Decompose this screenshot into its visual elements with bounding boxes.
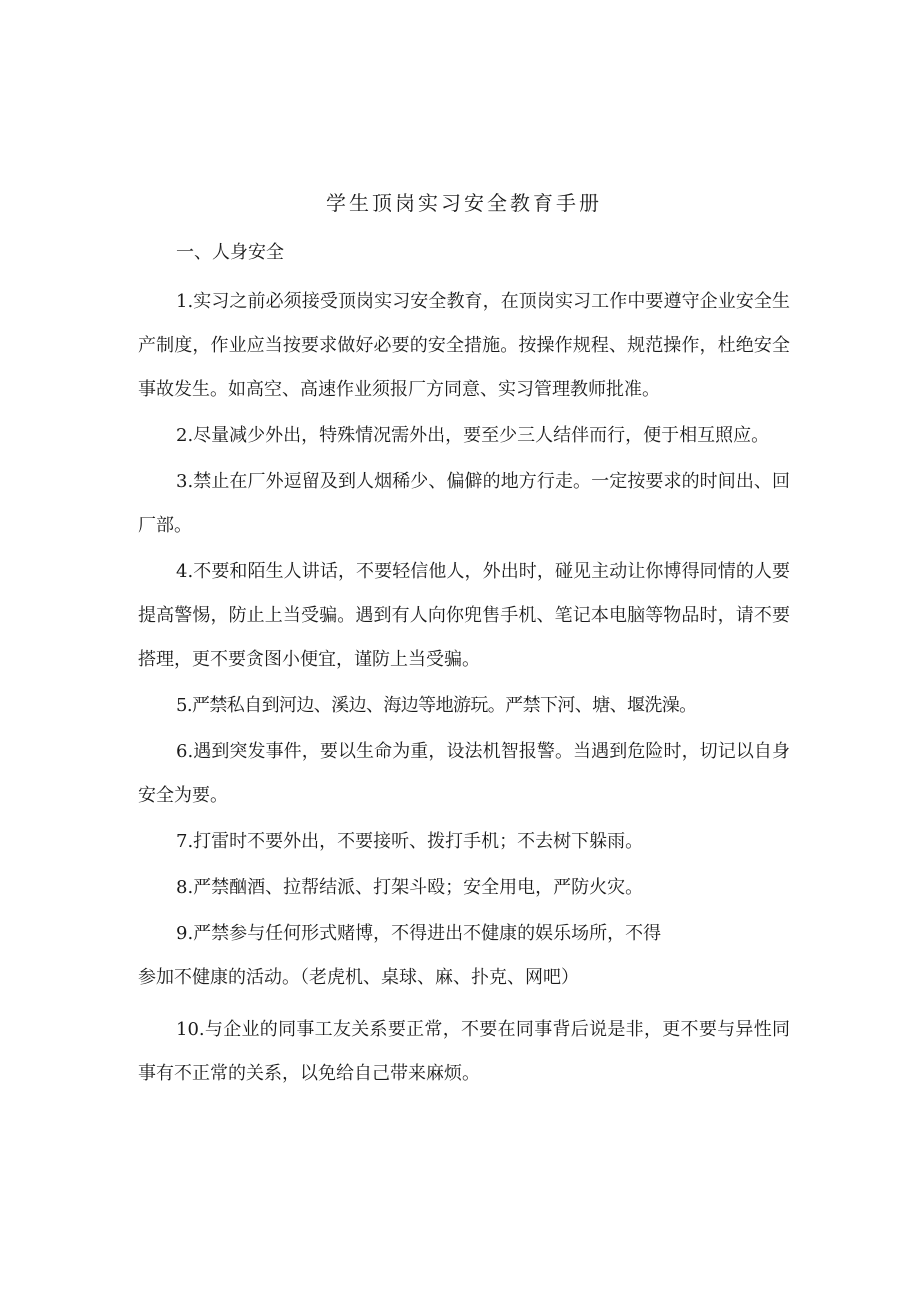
section-heading: 一、人身安全 [176,242,284,263]
paragraph-8: 8.严禁酗酒、拉帮结派、打架斗殴；安全用电，严防火灾。 [176,877,644,898]
paragraph-4: 4.不要和陌生人讲话，不要轻信他人，外出时，碰见主动让你博得同情的人要提高警惕，防止上当受骗。遇到有人向你兜售手机、笔记本电脑等物品时，请不要搭理，更不要贪图小便宜，谨防上当受骗。 [138,561,790,670]
paragraph-7: 7.打雷时不要外出，不要接听、拨打手机；不去树下躲雨。 [176,831,644,852]
paragraph-2: 2.尽量减少外出，特殊情况需外出，要至少三人结伴而行，便于相互照应。 [176,425,770,446]
document-title: 学生顶岗实习安全教育手册 [326,191,602,215]
document-page [138,188,790,1098]
paragraph-9-continued: 参加不健康的活动。（老虎机、桌球、麻、扑克、网吧） [138,967,579,988]
paragraph-5: 5.严禁私自到河边、溪边、海边等地游玩。严禁下河、塘、堰洗澡。 [176,695,697,716]
paragraph-6: 6.遇到突发事件，要以生命为重，设法机智报警。当遇到危险时，切记以自身安全为要。 [138,741,790,806]
paragraph-10: 10.与企业的同事工友关系要正常，不要在同事背后说是非，更不要与异性同事有不正常的关系，以免给自己带来麻烦。 [138,1019,790,1084]
paragraph-9: 9.严禁参与任何形式赌博，不得进出不健康的娱乐场所，不得 [176,923,662,944]
paragraph-3: 3.禁止在厂外逗留及到人烟稀少、偏僻的地方行走。一定按要求的时间出、回厂部。 [138,471,790,536]
paragraph-1: 1.实习之前必须接受顶岗实习安全教育，在顶岗实习工作中要遵守企业安全生产制度，作业应当按要求做好必要的安全措施。按操作规程、规范操作，杜绝安全事故发生。如高空、高速作业须报厂方同意、实习管理教师批准。 [138,291,790,400]
